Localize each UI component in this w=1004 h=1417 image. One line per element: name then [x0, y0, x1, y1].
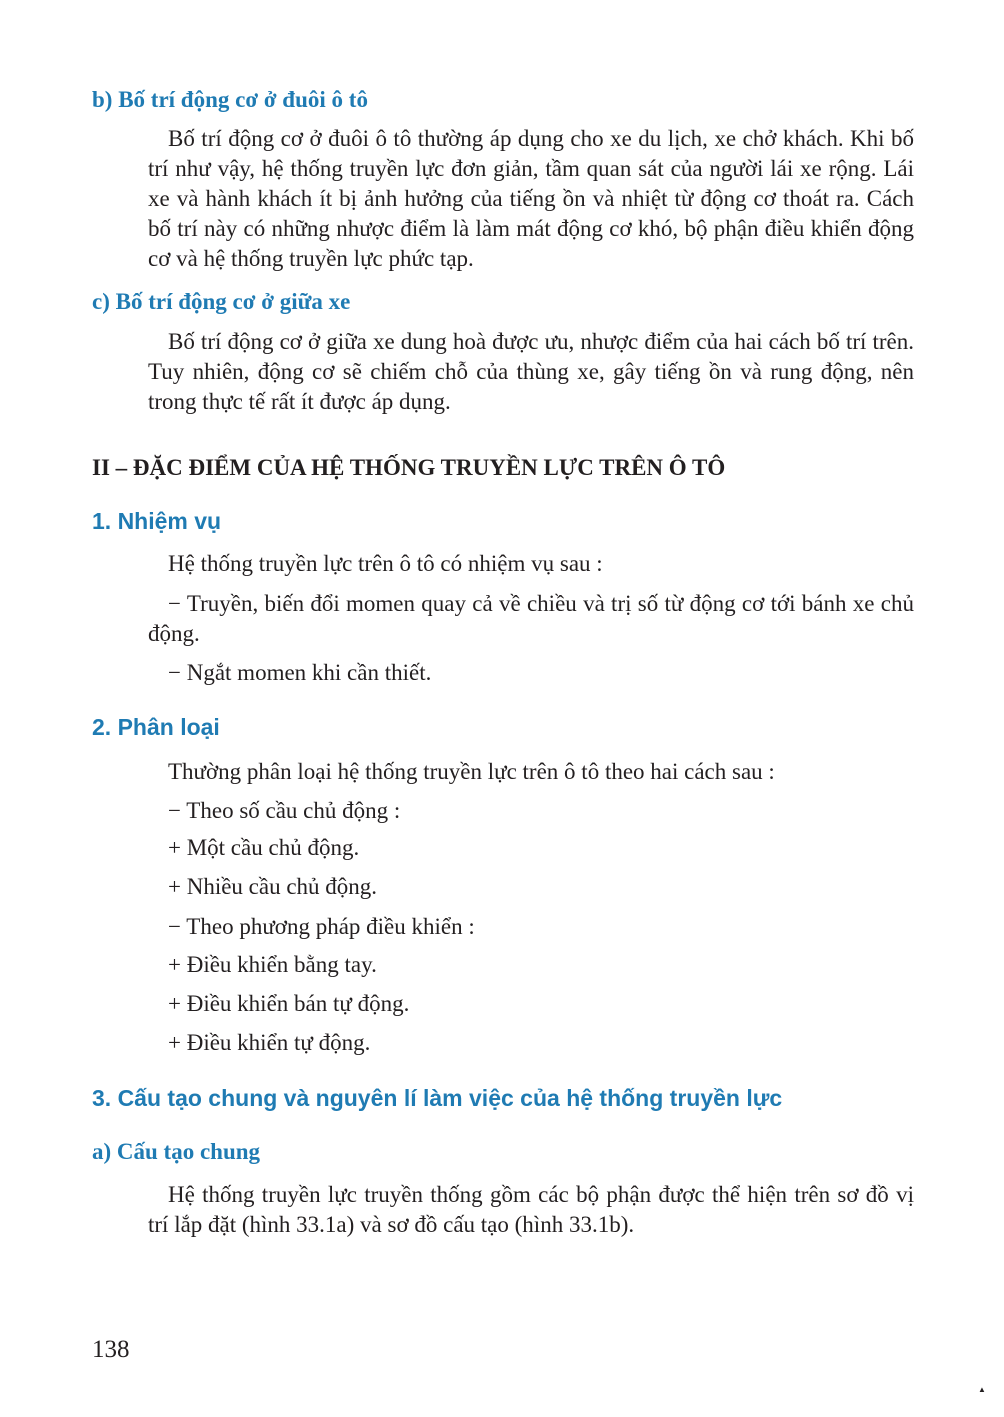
- list-item: − Theo phương pháp điều khiển :: [168, 914, 475, 939]
- corner-mark: ▲: [978, 1385, 986, 1394]
- list-item: + Nhiều cầu chủ động.: [168, 874, 378, 899]
- subheading-cau-tao-chung: a) Cấu tạo chung: [92, 1139, 261, 1164]
- section-heading-ii: II – ĐẶC ĐIỂM CỦA HỆ THỐNG TRUYỀN LỰC TRÊN Ô TÔ: [92, 455, 726, 480]
- paragraph-mid-engine: Bố trí động cơ ở giữa xe dung hoà được ưu, nhược điểm của hai cách bố trí trên. Tuy nhiên, động cơ sẽ chiếm chỗ của thùng xe, gây tiếng ồn và rung động, nên trong thực tế rất ít được áp dụng.: [148, 329, 914, 414]
- paragraph-cau-tao: Hệ thống truyền lực truyền thống gồm các bộ phận được thể hiện trên sơ đồ vị trí lắp đặt (hình 33.1a) và sơ đồ cấu tạo (hình 33.1b).: [148, 1182, 914, 1237]
- list-item: + Điều khiển bằng tay.: [168, 952, 377, 977]
- subheading-b: b) Bố trí động cơ ở đuôi ô tô: [92, 87, 368, 112]
- nhiem-vu-intro: Hệ thống truyền lực trên ô tô có nhiệm vụ sau :: [168, 551, 603, 576]
- subheading-c: c) Bố trí động cơ ở giữa xe: [92, 289, 351, 314]
- list-item: + Điều khiển bán tự động.: [168, 991, 410, 1016]
- list-item: + Điều khiển tự động.: [168, 1030, 371, 1055]
- paragraph-rear-engine: Bố trí động cơ ở đuôi ô tô thường áp dụng cho xe du lịch, xe chở khách. Khi bố trí như vậy, hệ thống truyền lực đơn giản, tầm quan sát của người lái xe rộng. Lái xe và hành khách ít bị ảnh hưởng của tiếng ồn và nhiệt từ động cơ thoát ra. Cách bố trí này có những nhược điểm là làm mát động cơ khó, bộ phận điều khiển động cơ và hệ thống truyền lực phức tạp.: [148, 126, 914, 271]
- heading-nhiem-vu: 1. Nhiệm vụ: [92, 508, 222, 534]
- list-item: − Truyền, biến đổi momen quay cả về chiều và trị số từ động cơ tới bánh xe chủ động.: [148, 591, 914, 646]
- phan-loai-intro: Thường phân loại hệ thống truyền lực trên ô tô theo hai cách sau :: [168, 759, 775, 784]
- heading-phan-loai: 2. Phân loại: [92, 714, 220, 740]
- list-item: − Theo số cầu chủ động :: [168, 798, 401, 823]
- heading-cau-tao: 3. Cấu tạo chung và nguyên lí làm việc của hệ thống truyền lực: [92, 1085, 783, 1111]
- page-number: 138: [92, 1336, 130, 1363]
- list-item: − Ngắt momen khi cần thiết.: [168, 660, 432, 685]
- list-item: + Một cầu chủ động.: [168, 835, 360, 860]
